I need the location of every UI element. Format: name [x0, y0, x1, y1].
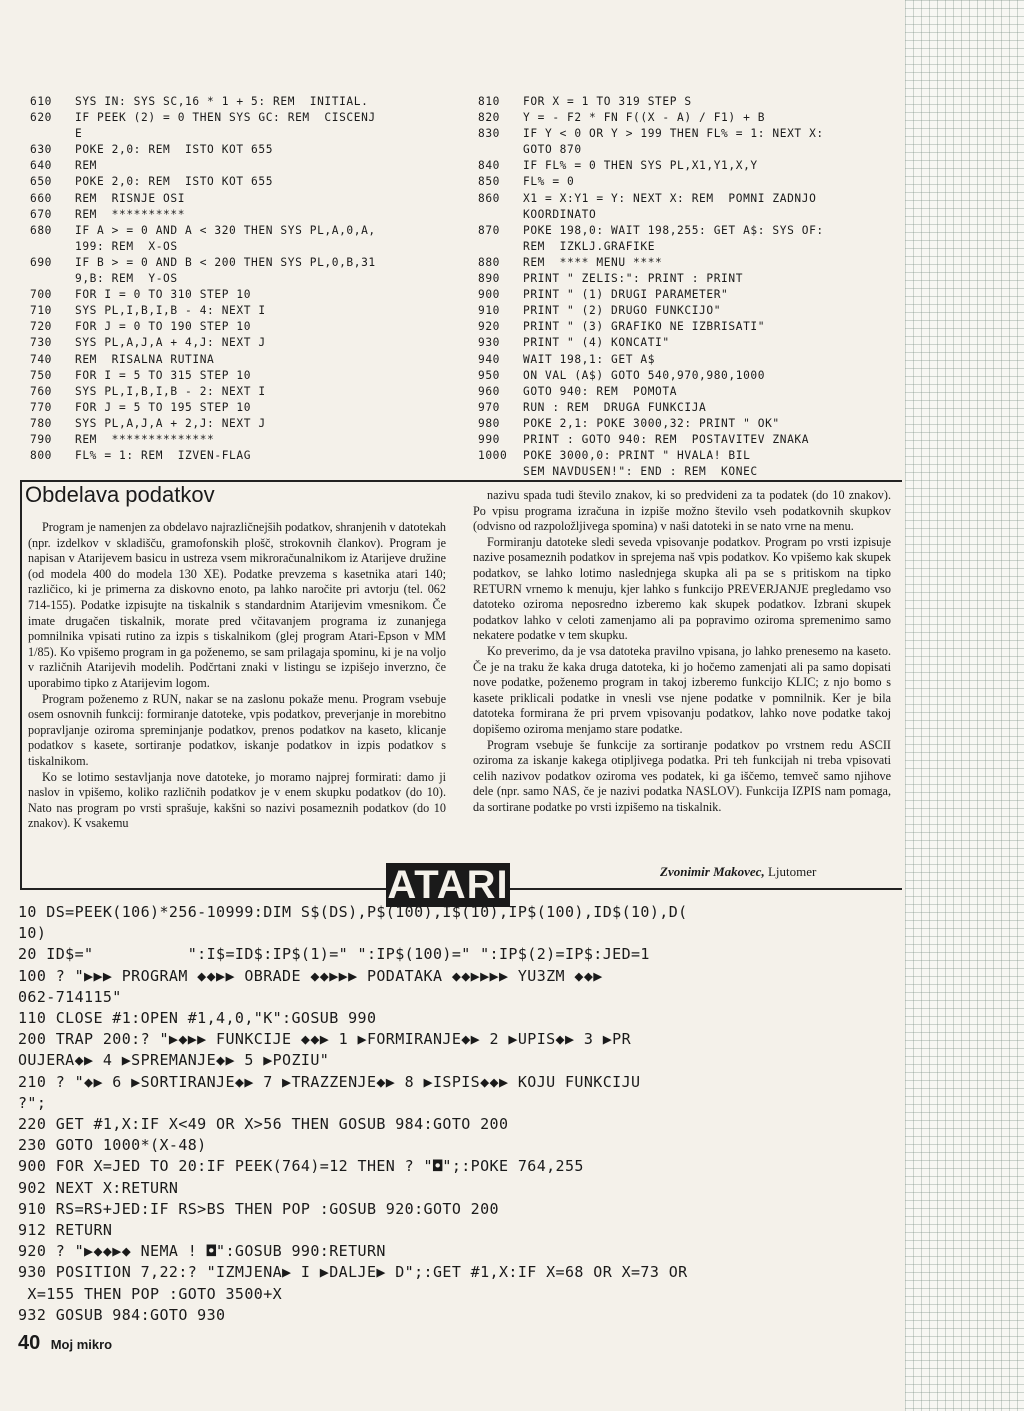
line-number: 620: [30, 111, 53, 125]
line-number: [478, 239, 523, 255]
listing-line: [30, 432, 450, 448]
line-number: 680: [30, 223, 53, 237]
line-number: 900: [478, 288, 501, 302]
line-code: REM **** MENU ****: [523, 255, 663, 269]
basic-line: OUJERA◆▶ 4 ▶SPREMANJE◆▶ 5 ▶POZIU": [18, 1051, 330, 1070]
listing-line: [478, 94, 898, 110]
listing-line: [30, 400, 450, 416]
line-number: 630: [30, 143, 53, 157]
listing-line: [478, 352, 898, 368]
listing-line: [478, 400, 898, 416]
listing-line: [478, 126, 898, 142]
basic-line: 200 TRAP 200:? "▶◆▶▶ FUNKCIJE ◆◆▶ 1 ▶FORMIRANJE◆▶ 2 ▶UPIS◆▶ 3 ▶PR: [18, 1030, 631, 1049]
listing-line: [30, 319, 450, 335]
line-number: 930: [478, 336, 501, 350]
line-code: REM RISNJE OSI: [75, 191, 186, 205]
line-number: 720: [30, 320, 53, 334]
line-number: 920: [478, 320, 501, 334]
line-number: 960: [478, 384, 501, 398]
magazine-name: Moj mikro: [50, 1337, 113, 1352]
listing-line: [30, 416, 450, 432]
line-number: 940: [478, 352, 501, 366]
line-code: SEM NAVDUSEN!": END : REM KONEC: [523, 465, 758, 479]
line-code: POKE 198,0: WAIT 198,255: GET A$: SYS OF:: [523, 223, 824, 237]
basic-line: 100 ? "▶▶▶ PROGRAM ◆◆▶▶ OBRADE ◆◆▶▶▶ PODATAKA ◆◆▶▶▶▶ YU3ZM ◆◆▶: [18, 966, 603, 985]
line-number: 880: [478, 255, 501, 269]
line-number: 670: [30, 207, 53, 221]
line-code: IF FL% = 0 THEN SYS PL,X1,Y1,X,Y: [523, 159, 758, 173]
listing-line: [478, 303, 898, 319]
listing-line: [30, 384, 450, 400]
atari-logo: [386, 863, 510, 907]
line-number: 850: [478, 175, 501, 189]
basic-line: 110 CLOSE #1:OPEN #1,4,0,"K":GOSUB 990: [18, 1009, 377, 1028]
basic-line: X=155 THEN POP :GOTO 3500+X: [18, 1284, 283, 1303]
line-number: 870: [478, 223, 501, 237]
line-number: [478, 207, 523, 223]
article-paragraph: nazivu spada tudi število znakov, ki so predvideni za ta podatek (do 10 znakov). Po vpisu programa izračuna in izpiše možno število vseh podatkovnih skupkov (odvisno od razpoložljivega spomina) v naši datoteki in se nato vrne na menu.: [473, 488, 891, 534]
line-code: SYS PL,I,B,I,B - 4: NEXT I: [75, 304, 266, 318]
listing-line: [30, 158, 450, 174]
line-code: 9,B: REM Y-OS: [75, 272, 178, 286]
listing-line: [478, 448, 898, 464]
line-code: FL% = 1: REM IZVEN-FLAG: [75, 449, 252, 463]
listing-line: [478, 174, 898, 190]
listing-left: [30, 94, 450, 464]
line-code: GOTO 940: REM POMOTA: [523, 384, 678, 398]
line-number: 760: [30, 384, 53, 398]
listing-line: [30, 126, 450, 142]
basic-listing: [18, 902, 898, 1326]
article-paragraph: Ko preverimo, da je vsa datoteka pravilno vpisana, jo lahko prenesemo na kaseto. Če je na traku že kaka druga datoteka, ki jo hočemo zamenjati ali pa samo dopisati nove podatke, poženemo program in takoj izberemo funkcijo KLIC; z njo bomo s kasete priklicali podatke in vnesli vse njene podatke v pomnilnik. Ker je bila datoteka formirana že pri prvem vpisovanju podatkov, lahko nove podatke takoj dopišemo oziroma menjamo stare podatke.: [473, 643, 891, 736]
basic-line: 900 FOR X=JED TO 20:IF PEEK(764)=12 THEN ? "◘";:POKE 764,255: [18, 1157, 584, 1176]
graph-paper-margin: [905, 0, 1024, 1411]
line-number: 790: [30, 432, 53, 446]
line-code: REM: [75, 159, 98, 173]
listing-line: [478, 416, 898, 432]
line-code: REM IZKLJ.GRAFIKE: [523, 239, 656, 253]
line-number: 700: [30, 288, 53, 302]
author-place: Ljutomer: [767, 864, 817, 879]
line-number: 650: [30, 175, 53, 189]
listing-line: [30, 207, 450, 223]
line-number: 1000: [478, 449, 508, 463]
basic-line: 910 RS=RS+JED:IF RS>BS THEN POP :GOSUB 920:GOTO 200: [18, 1199, 499, 1218]
line-code: SYS PL,A,J,A + 2,J: NEXT J: [75, 416, 266, 430]
line-number: 890: [478, 272, 501, 286]
line-number: 690: [30, 255, 53, 269]
line-code: SYS IN: SYS SC,16 * 1 + 5: REM INITIAL.: [75, 95, 369, 108]
line-code: IF PEEK (2) = 0 THEN SYS GC: REM CISCENJ: [75, 111, 376, 125]
article-column-left: [28, 520, 446, 832]
line-code: REM RISALNA RUTINA: [75, 352, 215, 366]
line-number: 970: [478, 400, 501, 414]
basic-line: 10 DS=PEEK(106)*256-10999:DIM S$(DS),P$(100),I$(10),IP$(100),ID$(10),D(: [18, 903, 688, 921]
line-number: 730: [30, 336, 53, 350]
line-code: FL% = 0: [523, 175, 575, 189]
listing-line: [478, 464, 898, 480]
line-number: 660: [30, 191, 53, 205]
line-number: [30, 239, 75, 255]
line-code: REM **********: [75, 207, 186, 221]
listing-line: [478, 432, 898, 448]
line-code: Y = - F2 * FN F((X - A) / F1) + B: [523, 111, 766, 125]
listing-line: [30, 303, 450, 319]
listing-line: [30, 368, 450, 384]
listing-line: [478, 223, 898, 239]
listing-line: [478, 287, 898, 303]
listing-line: [478, 384, 898, 400]
line-code: POKE 2,1: POKE 3000,32: PRINT " OK": [523, 416, 780, 430]
line-number: 640: [30, 159, 53, 173]
article-paragraph: Formiranju datoteke sledi seveda vpisovanje podatkov. Program po vrsti izpisuje nazive posameznih podatkov in sprejema naš vpis podatkov. Ko vpišemo kak skupek podatkov, se lahko lotimo naslednjega skupka ali pa se s pritiskom na tipko RETURN vrnemo k menuju, kjer lahko s funkcijo PREVERJANJE pregledamo vso datoteko oziroma neposredno izberemo kak skupek podatkov. Izbrani skupek podatkov lahko v celoti zamenjamo ali pa popravimo oziroma spremenimo samo nekatere podatke v tem skupku.: [473, 534, 891, 643]
listing-line: [30, 287, 450, 303]
article-paragraph: Ko se lotimo sestavljanja nove datoteke, jo moramo najprej formirati: damo ji naslov in vpišemo, koliko različnih podatkov je v enem skupku podatkov (do 10). Nato nas program po vrsti sprašuje, kakšni so nazivi posameznih podatkov (do 10 znakov). K vsakemu: [28, 769, 446, 831]
line-number: [478, 142, 523, 158]
article-paragraph: Program vsebuje še funkcije za sortiranje podatkov po vrstnem redu ASCII oziroma za iskanje kakega otipljivega podatka. Pri teh funkcijah ni treba vpisovati celih nazivov podatkov oziroma ves podatek, ki ga iščemo, temveč samo njihove dele (npr. samo NAS, če je nazivi podatka NASLOV). Funkcija IZPIS nam pomaga, da sortirane podatke po vrsti izpišemo na tiskalnik.: [473, 737, 891, 814]
line-code: PRINT " ZELIS:": PRINT : PRINT: [523, 272, 744, 286]
listing-line: [478, 142, 898, 158]
author-credit: [660, 864, 816, 880]
basic-line: 902 NEXT X:RETURN: [18, 1178, 179, 1197]
listing-line: [478, 335, 898, 351]
author-name: Zvonimir Makovec,: [660, 864, 765, 879]
line-number: [30, 271, 75, 287]
listing-line: [478, 110, 898, 126]
atari-logo-text: ATARI: [387, 863, 509, 907]
listing-right: [478, 94, 898, 480]
line-code: RUN : REM DRUGA FUNKCIJA: [523, 400, 707, 414]
listing-line: [30, 174, 450, 190]
basic-line: 930 POSITION 7,22:? "IZMJENA▶ I ▶DALJE▶ D";:GET #1,X:IF X=68 OR X=73 OR: [18, 1263, 688, 1282]
listing-line: [478, 368, 898, 384]
line-code: SYS PL,I,B,I,B - 2: NEXT I: [75, 384, 266, 398]
line-code: PRINT : GOTO 940: REM POSTAVITEV ZNAKA: [523, 432, 810, 446]
line-number: 950: [478, 368, 501, 382]
basic-line: 920 ? "▶◆◆▶◆ NEMA ! ◘":GOSUB 990:RETURN: [18, 1242, 386, 1261]
line-code: PRINT " (1) DRUGI PARAMETER": [523, 288, 729, 302]
basic-line: 20 ID$=" ":I$=ID$:IP$(1)=" ":IP$(100)=" ":IP$(2)=IP$:JED=1: [18, 945, 650, 964]
basic-line: 220 GET #1,X:IF X<49 OR X>56 THEN GOSUB 984:GOTO 200: [18, 1115, 509, 1134]
basic-line: 062-714115": [18, 987, 122, 1006]
article-paragraph: Program poženemo z RUN, nakar se na zaslonu pokaže menu. Program vsebuje osem osnovnih funkcij: formiranje datoteke, vpis podatkov, preverjanje in morebitno popravljanje oziroma spreminjanje podatkov, prenos podatkov na kaseto, klicanje podatkov s kasete, sortiranje podatkov, iskanje podatkov in izpis podatkov s tiskalnikom.: [28, 691, 446, 768]
page-number: 40: [18, 1332, 41, 1354]
listing-line: [30, 448, 450, 464]
article-paragraph: Program je namenjen za obdelavo najrazličnejših podatkov, shranjenih v datotekah (npr. izdelkov v skladišču, gramofonskih plošč, strokovnih člankov). Program je napisan v Atarijevem basicu in ustreza vsem mikroračunalnikom iz Atarijeve družine (od modela 400 do modela 130 XE). Podatke prevzema s kasetnika atari 140; različico, ki je primerna za diskovno enoto, pa lahko naročite pri avtorju (tel. 062 714-155). Podatke izpisujte na tiskalnik s standardnim Atarijevim vmesnikom. Če imate drugačen tiskalnik, morate pred včitavanjem programa iz zunanjega pomnilnika vpisati rutino za izpis s tiskalnikom (glej program Atari-Epson v MM 1/85). Ko vpišemo program in ga poženemo, se sam prilagaja spominu, ki je na voljo v različnih Atarijevih modelih. Podčrtani znaki v listingu se izpišejo inverzno, če uporabimo tipko z Atarijevim logom.: [28, 520, 446, 690]
listing-line: [30, 271, 450, 287]
listing-line: [30, 223, 450, 239]
line-code: POKE 3000,0: PRINT " HVALA! BIL: [523, 449, 751, 463]
line-number: 800: [30, 449, 53, 463]
listing-line: [478, 191, 898, 207]
line-code: E: [75, 127, 83, 141]
line-number: 840: [478, 159, 501, 173]
line-number: 810: [478, 95, 501, 108]
listing-line: [478, 255, 898, 271]
listing-line: [30, 239, 450, 255]
listing-line: [478, 239, 898, 255]
line-code: IF Y < 0 OR Y > 199 THEN FL% = 1: NEXT X:: [523, 127, 824, 141]
basic-line: 230 GOTO 1000*(X-48): [18, 1136, 207, 1155]
listing-line: [30, 142, 450, 158]
line-code: KOORDINATO: [523, 207, 597, 221]
line-code: X1 = X:Y1 = Y: NEXT X: REM POMNI ZADNJO: [523, 191, 817, 205]
line-code: POKE 2,0: REM ISTO KOT 655: [75, 143, 274, 157]
line-code: GOTO 870: [523, 143, 582, 157]
line-code: FOR I = 0 TO 310 STEP 10: [75, 288, 252, 302]
line-number: 910: [478, 304, 501, 318]
line-number: 770: [30, 400, 53, 414]
line-code: IF A > = 0 AND A < 320 THEN SYS PL,A,0,A,: [75, 223, 376, 237]
listing-line: [30, 191, 450, 207]
page-footer: [18, 1332, 112, 1355]
listing-line: [478, 319, 898, 335]
line-number: 980: [478, 416, 501, 430]
listing-line: [30, 255, 450, 271]
line-code: PRINT " (4) KONCATI": [523, 336, 670, 350]
basic-line: 932 GOSUB 984:GOTO 930: [18, 1305, 226, 1324]
listing-line: [30, 94, 450, 110]
line-number: 610: [30, 95, 53, 108]
line-code: FOR J = 5 TO 195 STEP 10: [75, 400, 252, 414]
basic-line: 912 RETURN: [18, 1221, 113, 1240]
line-number: 860: [478, 191, 501, 205]
line-number: 710: [30, 304, 53, 318]
line-code: POKE 2,0: REM ISTO KOT 655: [75, 175, 274, 189]
basic-line: ?";: [18, 1093, 47, 1112]
article-title: Obdelava podatkov: [25, 482, 215, 507]
line-code: FOR X = 1 TO 319 STEP S: [523, 95, 692, 108]
line-code: WAIT 198,1: GET A$: [523, 352, 656, 366]
basic-line: 10): [18, 924, 47, 943]
line-number: [478, 464, 523, 480]
line-code: 199: REM X-OS: [75, 239, 178, 253]
line-number: 820: [478, 111, 501, 125]
basic-line: 210 ? "◆▶ 6 ▶SORTIRANJE◆▶ 7 ▶TRAZZENJE◆▶ 8 ▶ISPIS◆◆▶ KOJU FUNKCIJU: [18, 1072, 641, 1091]
line-code: PRINT " (2) DRUGO FUNKCIJO": [523, 304, 722, 318]
line-number: 750: [30, 368, 53, 382]
line-code: REM **************: [75, 432, 215, 446]
line-number: 990: [478, 432, 501, 446]
line-code: IF B > = 0 AND B < 200 THEN SYS PL,0,B,31: [75, 255, 376, 269]
listing-line: [30, 110, 450, 126]
listing-line: [30, 352, 450, 368]
line-number: 740: [30, 352, 53, 366]
line-number: [30, 126, 75, 142]
listing-line: [478, 271, 898, 287]
listing-line: [30, 335, 450, 351]
line-code: FOR J = 0 TO 190 STEP 10: [75, 320, 252, 334]
line-code: PRINT " (3) GRAFIKO NE IZBRISATI": [523, 320, 766, 334]
line-number: 830: [478, 127, 501, 141]
article-column-right: [473, 488, 891, 815]
line-code: FOR I = 5 TO 315 STEP 10: [75, 368, 252, 382]
line-code: ON VAL (A$) GOTO 540,970,980,1000: [523, 368, 766, 382]
line-number: 780: [30, 416, 53, 430]
line-code: SYS PL,A,J,A + 4,J: NEXT J: [75, 336, 266, 350]
listing-line: [478, 207, 898, 223]
listing-line: [478, 158, 898, 174]
